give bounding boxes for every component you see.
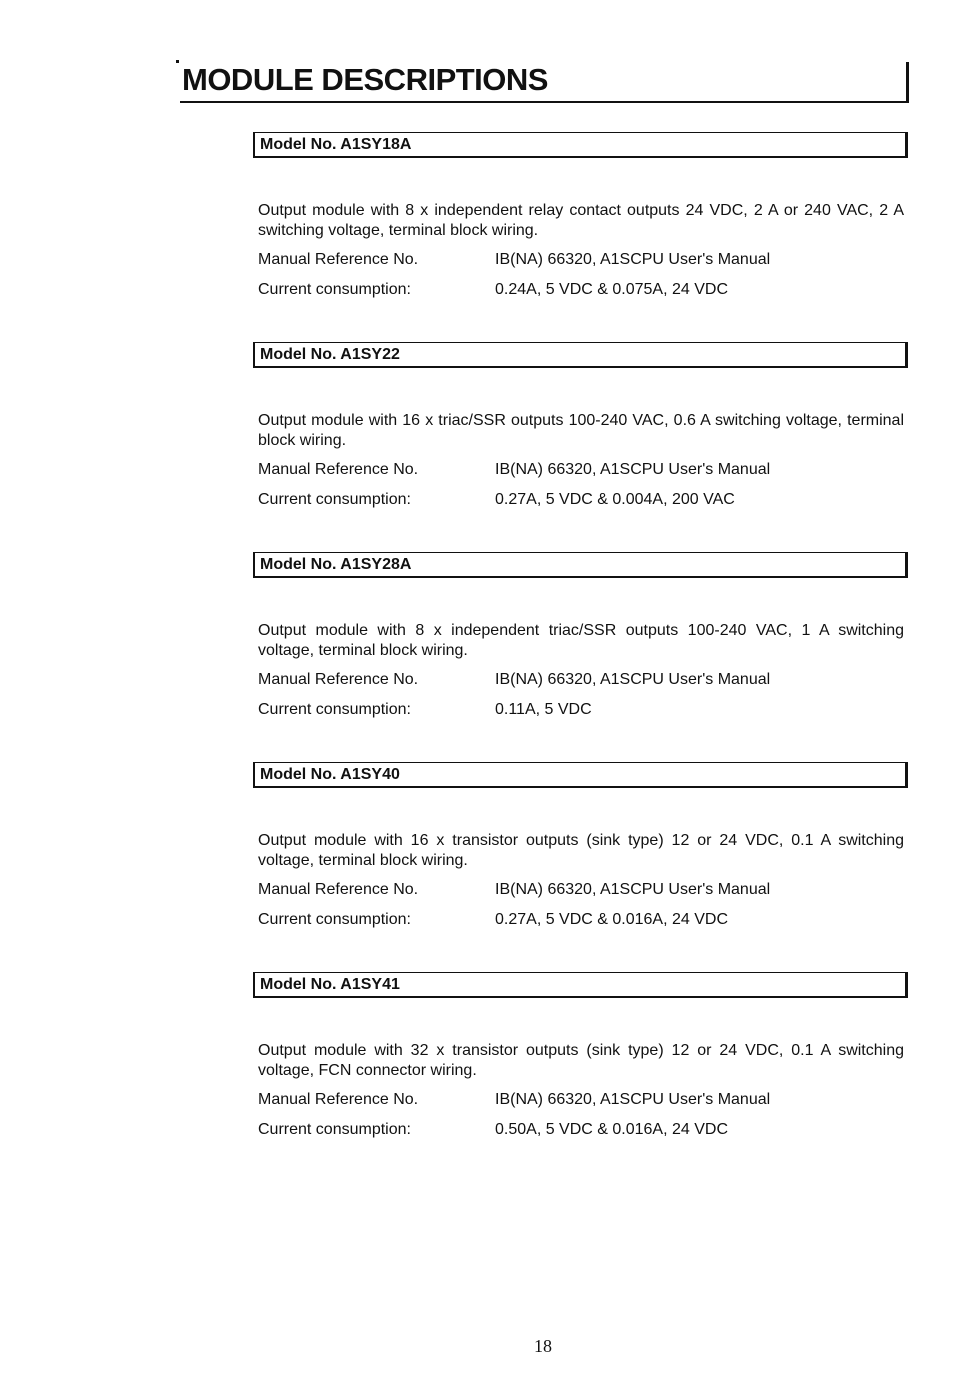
model-header-box: [253, 342, 908, 368]
current-consumption-row: [258, 490, 904, 510]
page-number: 18: [534, 1336, 552, 1356]
manual-reference-row: [258, 1090, 904, 1110]
current-consumption-row: [258, 910, 904, 930]
manual-reference-value: IB(NA) 66320, A1SCPU User's Manual: [495, 251, 771, 268]
manual-reference-value: IB(NA) 66320, A1SCPU User's Manual: [495, 881, 771, 898]
model-header-box: [253, 132, 908, 158]
model-header-box: [253, 552, 908, 578]
manual-reference-value: IB(NA) 66320, A1SCPU User's Manual: [495, 461, 771, 478]
module-section-a1sy18a: [253, 132, 909, 342]
model-number-label: Model No. A1SY22: [260, 346, 400, 363]
module-section-a1sy40: [253, 762, 909, 972]
module-description: Output module with 16 x transistor outputs (sink type) 12 or 24 VDC, 0.1 A switching voltage, terminal block wiring.: [258, 832, 904, 869]
current-consumption-label: Current consumption:: [258, 1121, 411, 1138]
manual-reference-label: Manual Reference No.: [258, 881, 419, 898]
model-number-label: Model No. A1SY40: [260, 766, 400, 783]
current-consumption-value: 0.50A, 5 VDC & 0.016A, 24 VDC: [495, 1121, 729, 1138]
title-right-bar: [906, 62, 909, 103]
module-description: Output module with 8 x independent triac/SSR outputs 100-240 VAC, 1 A switching voltage, terminal block wiring.: [258, 622, 904, 659]
model-number-label: Model No. A1SY28A: [260, 556, 412, 573]
module-description: Output module with 32 x transistor outputs (sink type) 12 or 24 VDC, 0.1 A switching voltage, FCN connector wiring.: [258, 1042, 904, 1079]
current-consumption-value: 0.11A, 5 VDC: [495, 701, 592, 718]
manual-reference-row: [258, 250, 904, 270]
current-consumption-value: 0.27A, 5 VDC & 0.004A, 200 VAC: [495, 491, 735, 508]
current-consumption-value: 0.27A, 5 VDC & 0.016A, 24 VDC: [495, 911, 729, 928]
module-section-a1sy41: [253, 972, 909, 1182]
manual-reference-label: Manual Reference No.: [258, 1091, 419, 1108]
current-consumption-label: Current consumption:: [258, 911, 411, 928]
current-consumption-label: Current consumption:: [258, 281, 411, 298]
manual-reference-row: [258, 880, 904, 900]
module-section-a1sy28a: [253, 552, 909, 762]
model-header-box: [253, 972, 908, 998]
module-description: Output module with 16 x triac/SSR outputs 100-240 VAC, 0.6 A switching voltage, terminal block wiring.: [258, 412, 904, 449]
current-consumption-value: 0.24A, 5 VDC & 0.075A, 24 VDC: [495, 281, 729, 298]
scan-speck: [176, 60, 179, 63]
model-number-label: Model No. A1SY18A: [260, 136, 412, 153]
current-consumption-label: Current consumption:: [258, 491, 411, 508]
title-underline: [180, 101, 909, 103]
module-section-a1sy22: [253, 342, 909, 552]
manual-reference-row: [258, 460, 904, 480]
manual-reference-row: [258, 670, 904, 690]
manual-reference-value: IB(NA) 66320, A1SCPU User's Manual: [495, 1091, 771, 1108]
manual-reference-value: IB(NA) 66320, A1SCPU User's Manual: [495, 671, 771, 688]
current-consumption-row: [258, 280, 904, 300]
current-consumption-row: [258, 700, 904, 720]
model-header-box: [253, 762, 908, 788]
model-number-label: Model No. A1SY41: [260, 976, 400, 993]
manual-reference-label: Manual Reference No.: [258, 461, 419, 478]
page-title: MODULE DESCRIPTIONS: [182, 62, 548, 97]
manual-reference-label: Manual Reference No.: [258, 671, 419, 688]
current-consumption-label: Current consumption:: [258, 701, 411, 718]
module-description: Output module with 8 x independent relay contact outputs 24 VDC, 2 A or 240 VAC, 2 A switching voltage, terminal block wiring.: [258, 202, 904, 239]
current-consumption-row: [258, 1120, 904, 1140]
manual-reference-label: Manual Reference No.: [258, 251, 419, 268]
